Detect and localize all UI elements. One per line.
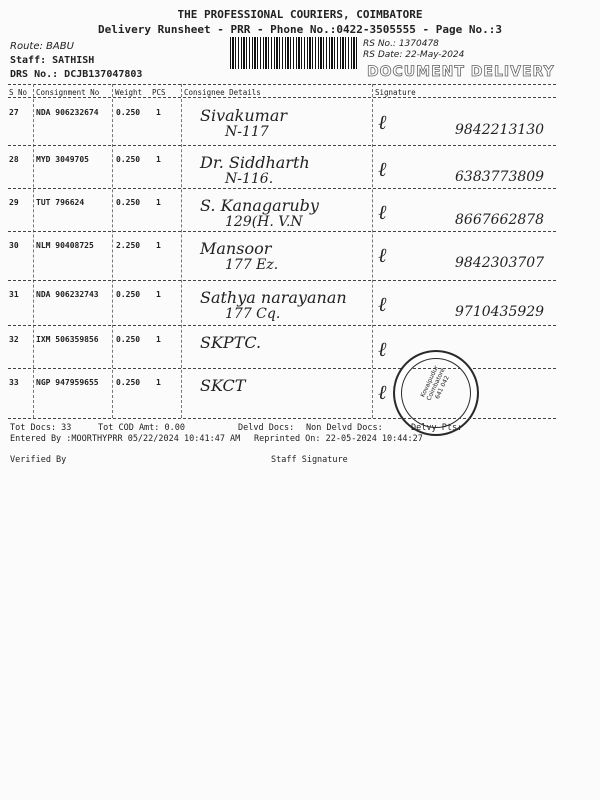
row-consignee-address: 177 Ez. (225, 257, 279, 273)
tot-cod-amt: Tot COD Amt: 0.00 (98, 423, 185, 433)
table-header-rule (8, 97, 556, 98)
row-separator (8, 188, 556, 189)
row-signature-phone: 9710435929 (455, 304, 545, 320)
seal-text: Kovaipudur Coimbatore 641 042 (419, 364, 451, 402)
row-signature-phone: 6383773809 (455, 169, 545, 185)
col-sno: S No (9, 88, 28, 97)
entered-by: Entered By :MOORTHYPRR 05/22/2024 10:41:47 AM (10, 434, 241, 444)
col-signature: Signature (375, 88, 416, 97)
footer-rule (8, 418, 556, 419)
row-pcs: 1 (156, 241, 161, 250)
route-label: Route: BABU (10, 41, 74, 52)
row-signature-phone: 8667662878 (455, 212, 545, 228)
signature-scribble-icon: ℓ (378, 292, 387, 316)
row-pcs: 1 (156, 290, 161, 299)
staff-signature: Staff Signature (271, 455, 348, 465)
row-consignment-no: NDA 906232743 (36, 290, 99, 299)
row-consignee-name: Mansoor (200, 239, 272, 258)
drs-number: DRS No.: DCJB137047803 (10, 69, 143, 80)
row-weight: 2.250 (116, 241, 141, 250)
company-title: THE PROFESSIONAL COURIERS, COIMBATORE (177, 8, 423, 21)
row-consignee-name: SKPTC. (200, 333, 262, 352)
row-consignment-no: TUT 796624 (36, 198, 85, 207)
row-consignee-address: N-117 (225, 124, 269, 140)
row-consignee-address: 129(H. V.N (225, 214, 303, 230)
signature-scribble-icon: ℓ (378, 200, 387, 224)
row-consignment-no: NLM 90408725 (36, 241, 94, 250)
rs-date: RS Date: 22-May-2024 (363, 50, 465, 60)
delvy-pts: Delvy Pts: (411, 423, 463, 433)
col-consignee: Consignee Details (184, 88, 261, 97)
row-consignee-name: S. Kanagaruby (200, 196, 319, 215)
row-weight: 0.250 (116, 378, 141, 387)
col-consignment: Consignment No (36, 88, 100, 97)
document-delivery-stamp: DOCUMENT DELIVERY (367, 64, 555, 80)
runsheet-subtitle: Delivery Runsheet - PRR - Phone No.:0422-3505555 - Page No.:3 (98, 23, 502, 36)
row-consignee-name: Sathya narayanan (200, 288, 347, 307)
row-weight: 0.250 (116, 198, 141, 207)
reprinted-on: Reprinted On: 22-05-2024 10:44:27 (254, 434, 423, 444)
signature-scribble-icon: ℓ (378, 243, 387, 267)
rs-number: RS No.: 1370478 (363, 39, 439, 49)
row-consignee-address: 177 Cq. (225, 306, 281, 322)
col-pcs: PCS (152, 88, 166, 97)
row-pcs: 1 (156, 335, 161, 344)
signature-scribble-icon: ℓ (378, 380, 387, 404)
row-separator (8, 231, 556, 232)
row-consignment-no: NGP 947959655 (36, 378, 99, 387)
barcode (230, 37, 358, 69)
row-consignment-no: NDA 906232674 (36, 108, 99, 117)
row-weight: 0.250 (116, 155, 141, 164)
row-weight: 0.250 (116, 290, 141, 299)
row-separator (8, 280, 556, 281)
row-consignee-name: SKCT (200, 376, 246, 395)
non-delvd-docs: Non Delvd Docs: (306, 423, 383, 433)
signature-scribble-icon: ℓ (378, 337, 387, 361)
row-sno: 31 (9, 290, 19, 299)
row-pcs: 1 (156, 155, 161, 164)
row-sno: 29 (9, 198, 19, 207)
staff-label: Staff: SATHISH (10, 55, 95, 66)
row-sno: 27 (9, 108, 19, 117)
table-top-rule (8, 84, 556, 85)
signature-scribble-icon: ℓ (378, 157, 387, 181)
row-pcs: 1 (156, 198, 161, 207)
verified-by: Verified By (10, 455, 67, 465)
row-consignee-address: N-116. (225, 171, 274, 187)
row-separator (8, 145, 556, 146)
row-pcs: 1 (156, 378, 161, 387)
row-consignee-name: Sivakumar (200, 106, 288, 125)
row-sno: 30 (9, 241, 19, 250)
row-consignment-no: IXM 506359856 (36, 335, 99, 344)
row-signature-phone: 9842303707 (455, 255, 545, 271)
row-separator (8, 325, 556, 326)
delvd-docs: Delvd Docs: (238, 423, 295, 433)
row-sno: 32 (9, 335, 19, 344)
row-weight: 0.250 (116, 108, 141, 117)
row-consignee-name: Dr. Siddharth (200, 153, 310, 172)
col-weight: Weight (115, 88, 143, 97)
row-sno: 28 (9, 155, 19, 164)
row-pcs: 1 (156, 108, 161, 117)
row-signature-phone: 9842213130 (455, 122, 545, 138)
row-sno: 33 (9, 378, 19, 387)
signature-scribble-icon: ℓ (378, 110, 387, 134)
tot-docs: Tot Docs: 33 (10, 423, 72, 433)
row-separator (8, 368, 556, 369)
row-consignment-no: MYD 3049705 (36, 155, 89, 164)
row-weight: 0.250 (116, 335, 141, 344)
